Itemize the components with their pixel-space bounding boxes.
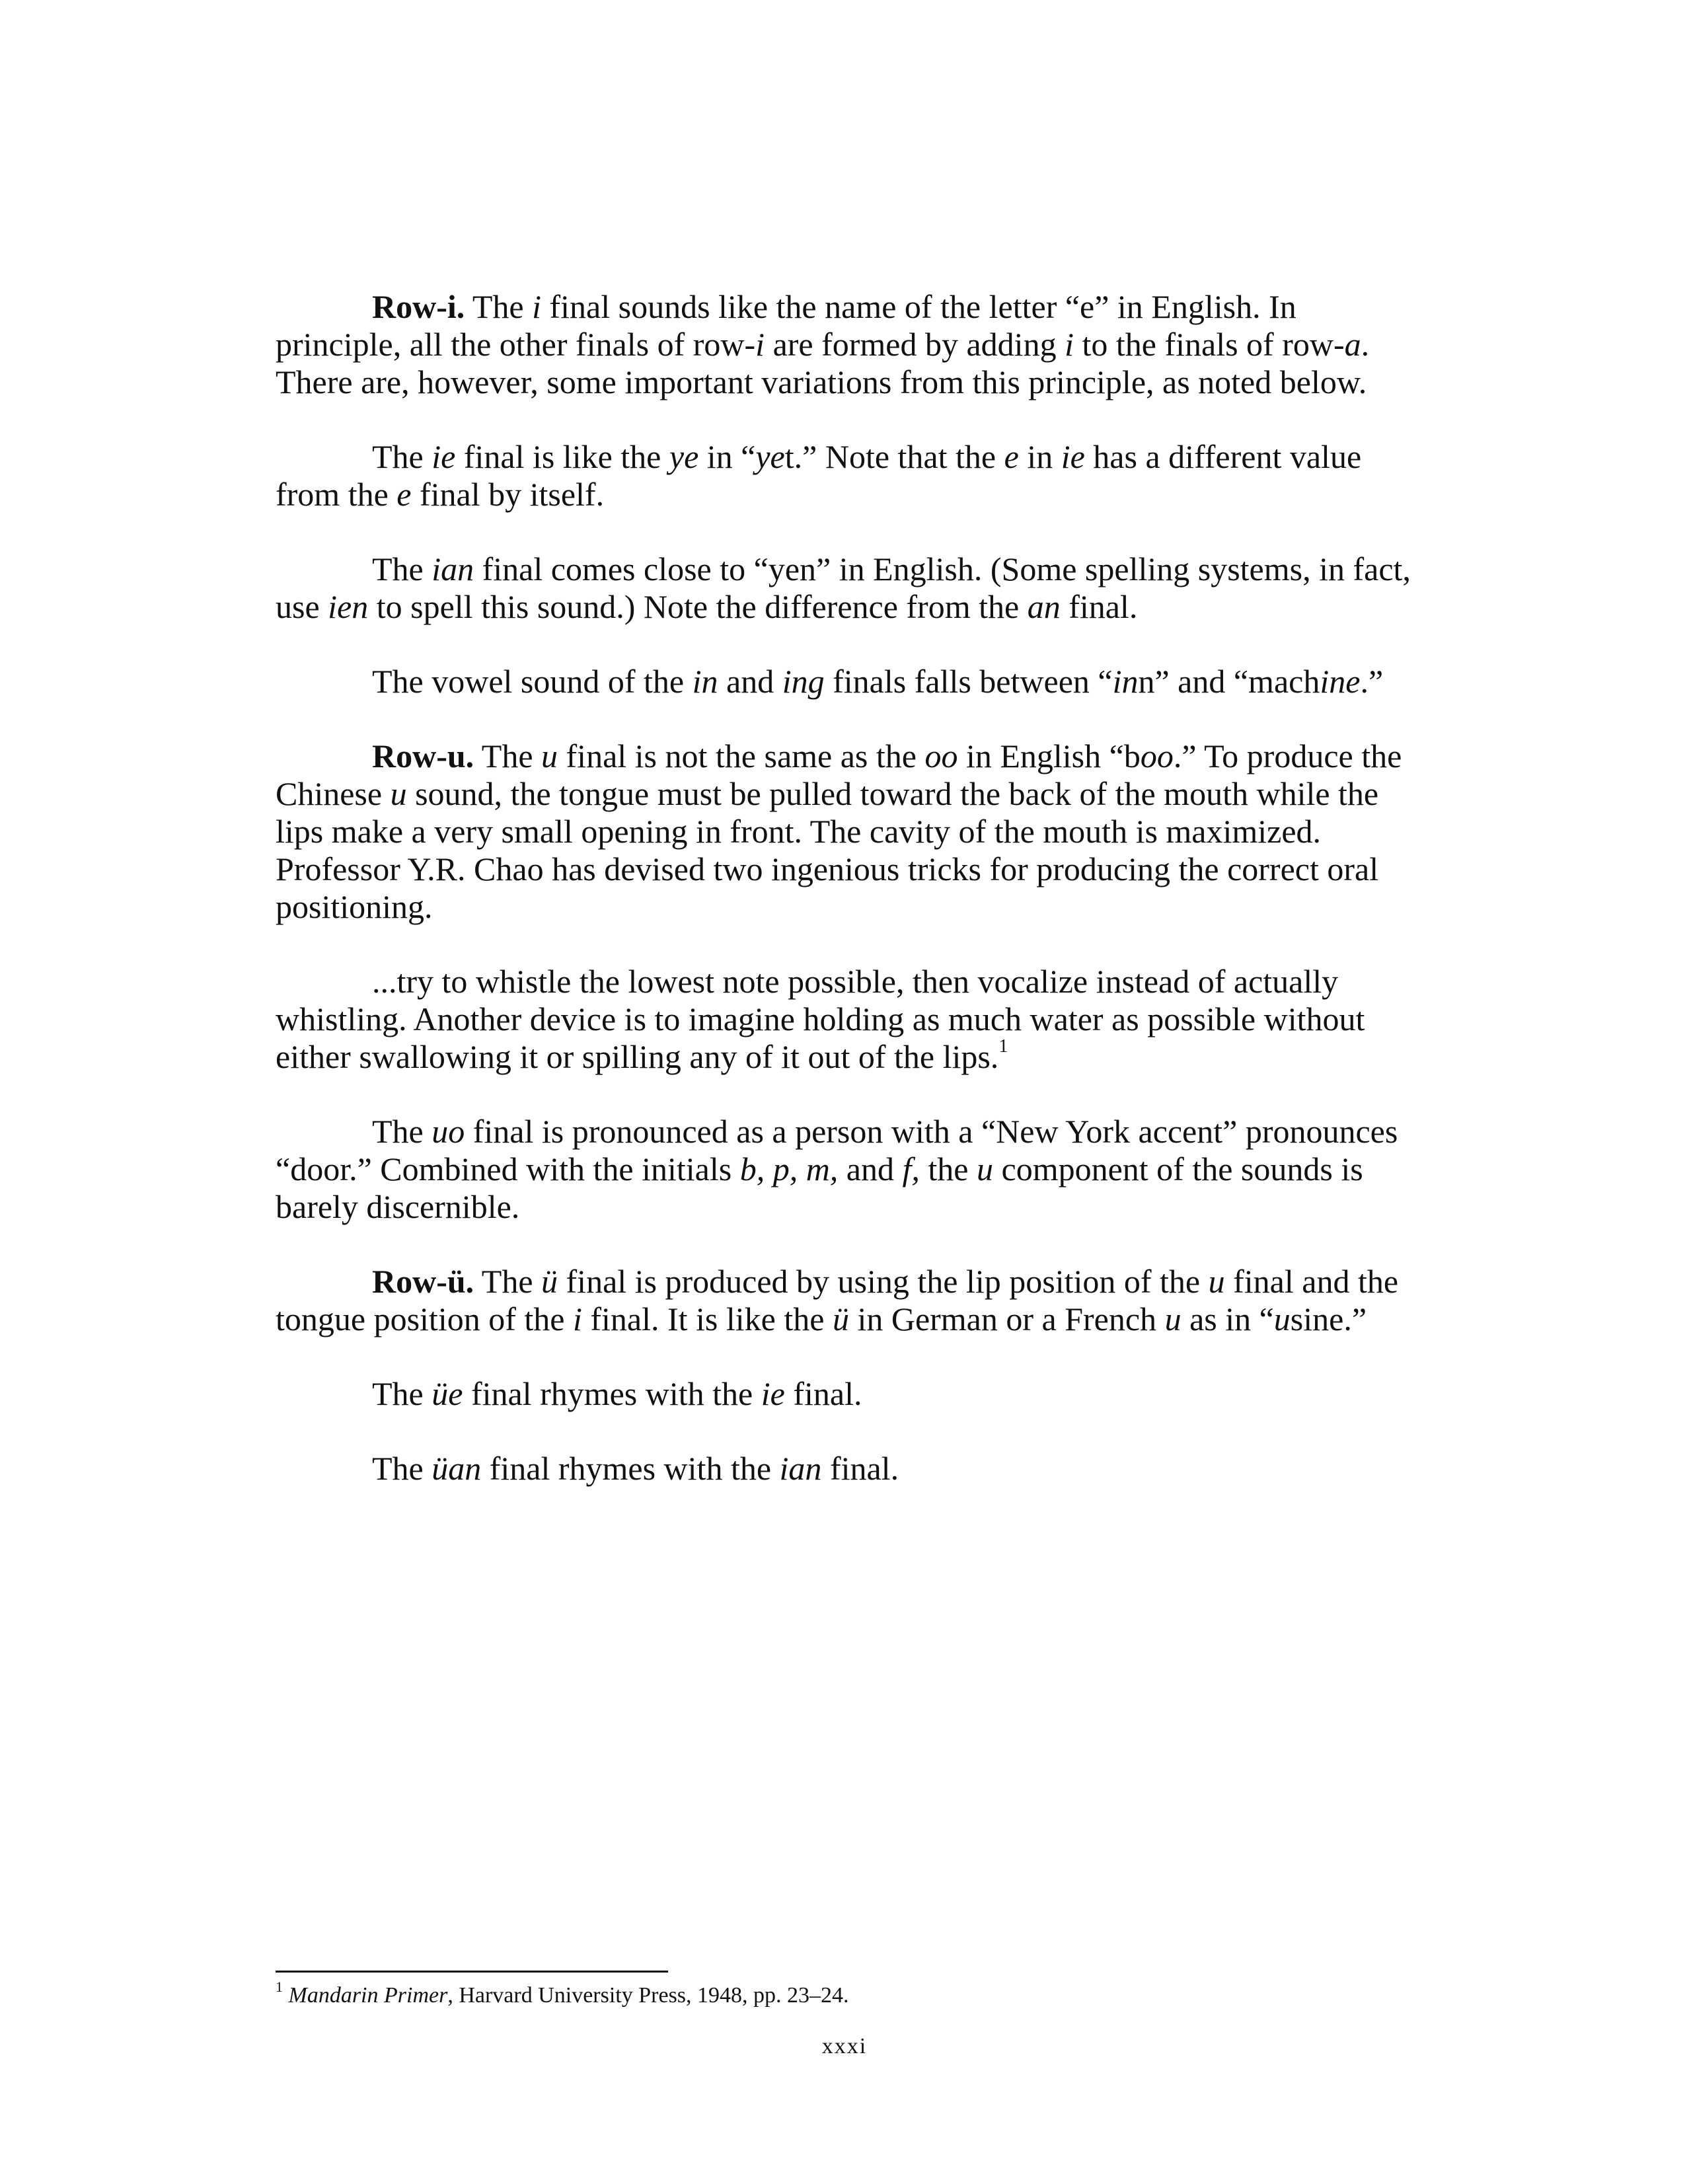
italic-term: ien <box>328 588 369 625</box>
italic-term: a <box>1344 326 1361 363</box>
italic-term: ie <box>432 438 456 475</box>
text-run: in English “b <box>957 737 1141 774</box>
text-run: The <box>465 288 533 325</box>
italic-term: ye <box>669 438 699 475</box>
text-run: The vowel sound of the <box>372 663 693 700</box>
text-run: The <box>372 1375 432 1412</box>
footnote-title: Mandarin Primer <box>288 1983 448 2008</box>
italic-term: ü <box>832 1300 849 1337</box>
text-run: ...try to whistle the lowest note possible, then vocalize instead of actually whistling. Another device is to imagine holding as much water as possible without either swallowing it or spilling any of it out of the lips. <box>276 963 1365 1075</box>
italic-term: ine <box>1320 663 1361 700</box>
text-run: .” To produce the Chinese <box>276 737 1402 812</box>
italic-term: ian <box>432 550 474 587</box>
paragraph-in-ing-finals <box>276 663 1425 700</box>
text-run: sound, the tongue must be pulled toward the back of the mouth while the lips make a very small opening in front. The cavity of the mouth is maximized. Professor Y.R. Chao has devised two ingenious tricks for producing the correct oral positioning. <box>276 775 1379 925</box>
footnote <box>276 1978 1425 2010</box>
italic-term: e <box>1004 438 1019 475</box>
section-heading-row-i: Row-i. <box>372 288 465 325</box>
text-run: final. <box>1060 588 1138 625</box>
text-run: final by itself. <box>411 476 605 513</box>
text-run: final is pronounced as a person with a “New York accent” pronounces “door.” Combined with the initials <box>276 1113 1398 1187</box>
text-run: The <box>372 1113 432 1150</box>
page-number: xxxi <box>821 2034 868 2058</box>
italic-term: b, p, m, <box>739 1150 839 1187</box>
italic-term: u <box>1164 1300 1182 1337</box>
italic-term: in <box>692 663 718 700</box>
text-run: the <box>919 1150 977 1187</box>
text-run: final and the tongue position of the <box>276 1263 1399 1337</box>
text-run: as in “ <box>1181 1300 1274 1337</box>
text-run: final. <box>784 1375 862 1412</box>
italic-term: uo <box>432 1113 465 1150</box>
paragraph-ian-final <box>276 550 1425 626</box>
text-run: are formed by adding <box>765 326 1065 363</box>
italic-term: ie <box>1061 438 1085 475</box>
paragraph-row-u-umlaut <box>276 1263 1425 1338</box>
section-heading-row-u-umlaut: Row-ü. <box>372 1263 474 1300</box>
italic-term: f, <box>902 1150 920 1187</box>
body-text <box>276 288 1425 1525</box>
text-run: sine.” <box>1290 1300 1367 1337</box>
footnote-citation: , Harvard University Press, 1948, pp. 23–24. <box>447 1983 849 2008</box>
italic-term: üan <box>432 1450 482 1487</box>
italic-term: ye <box>755 438 785 475</box>
text-run: The <box>474 737 542 774</box>
italic-term: e <box>396 476 412 513</box>
italic-term: üe <box>432 1375 463 1412</box>
text-run: final is not the same as the <box>558 737 925 774</box>
text-run: The <box>372 550 432 587</box>
text-run: n” and “mach <box>1138 663 1320 700</box>
text-run: and <box>838 1150 903 1187</box>
italic-term: i <box>532 288 542 325</box>
italic-term: u <box>390 775 407 812</box>
footnote-number: 1 <box>276 1978 283 1995</box>
italic-term: ing <box>782 663 825 700</box>
italic-term: u <box>977 1150 993 1187</box>
text-run: final comes close to “yen” in English. (Some spelling systems, in fact, use <box>276 550 1411 625</box>
italic-term: oo <box>1140 737 1174 774</box>
footnote-reference: 1 <box>998 1036 1008 1057</box>
text-run: to spell this sound.) Note the difference from the <box>368 588 1028 625</box>
text-run: final rhymes with the <box>463 1375 761 1412</box>
text-run: The <box>372 438 432 475</box>
footnote-divider <box>276 1971 668 1973</box>
section-heading-row-u: Row-u. <box>372 737 474 774</box>
paragraph-ue-final <box>276 1375 1425 1413</box>
text-run: finals falls between “ <box>824 663 1113 700</box>
paragraph-uo-final <box>276 1113 1425 1226</box>
text-run: to the finals of row- <box>1073 326 1345 363</box>
text-run: in German or a French <box>848 1300 1165 1337</box>
text-run: final sounds like the name of the letter “e” in English. In principle, all the other finals of row- <box>276 288 1296 363</box>
text-run: and <box>718 663 782 700</box>
italic-term: u <box>1208 1263 1225 1300</box>
block-quote <box>276 963 1425 1076</box>
text-run: final is produced by using the lip position of the <box>558 1263 1209 1300</box>
italic-term: an <box>1027 588 1061 625</box>
italic-term: ian <box>779 1450 822 1487</box>
text-run: component of the sounds is barely discernible. <box>276 1150 1363 1225</box>
text-run: final is like the <box>455 438 669 475</box>
paragraph-uan-final <box>276 1450 1425 1487</box>
italic-term: u <box>1273 1300 1291 1337</box>
text-run: has a different value from the <box>276 438 1362 513</box>
paragraph-row-u <box>276 737 1425 926</box>
text-run: The <box>474 1263 542 1300</box>
text-run: final rhymes with the <box>481 1450 780 1487</box>
italic-term: i <box>755 326 765 363</box>
text-run: final. It is like the <box>582 1300 833 1337</box>
italic-term: ie <box>761 1375 785 1412</box>
paragraph-row-i <box>276 288 1425 401</box>
text-run: in <box>1018 438 1061 475</box>
italic-term: i <box>572 1300 582 1337</box>
text-run: in “ <box>698 438 756 475</box>
italic-term: ü <box>541 1263 558 1300</box>
text-run: .” <box>1360 663 1384 700</box>
italic-term: in <box>1112 663 1139 700</box>
text-run: t.” Note that the <box>784 438 1004 475</box>
italic-term: u <box>541 737 558 774</box>
paragraph-ie-final <box>276 438 1425 513</box>
italic-term: i <box>1065 326 1074 363</box>
text-run: The <box>372 1450 432 1487</box>
italic-term: oo <box>924 737 958 774</box>
text-run: . There are, however, some important variations from this principle, as noted below. <box>276 326 1370 400</box>
text-run: final. <box>821 1450 899 1487</box>
